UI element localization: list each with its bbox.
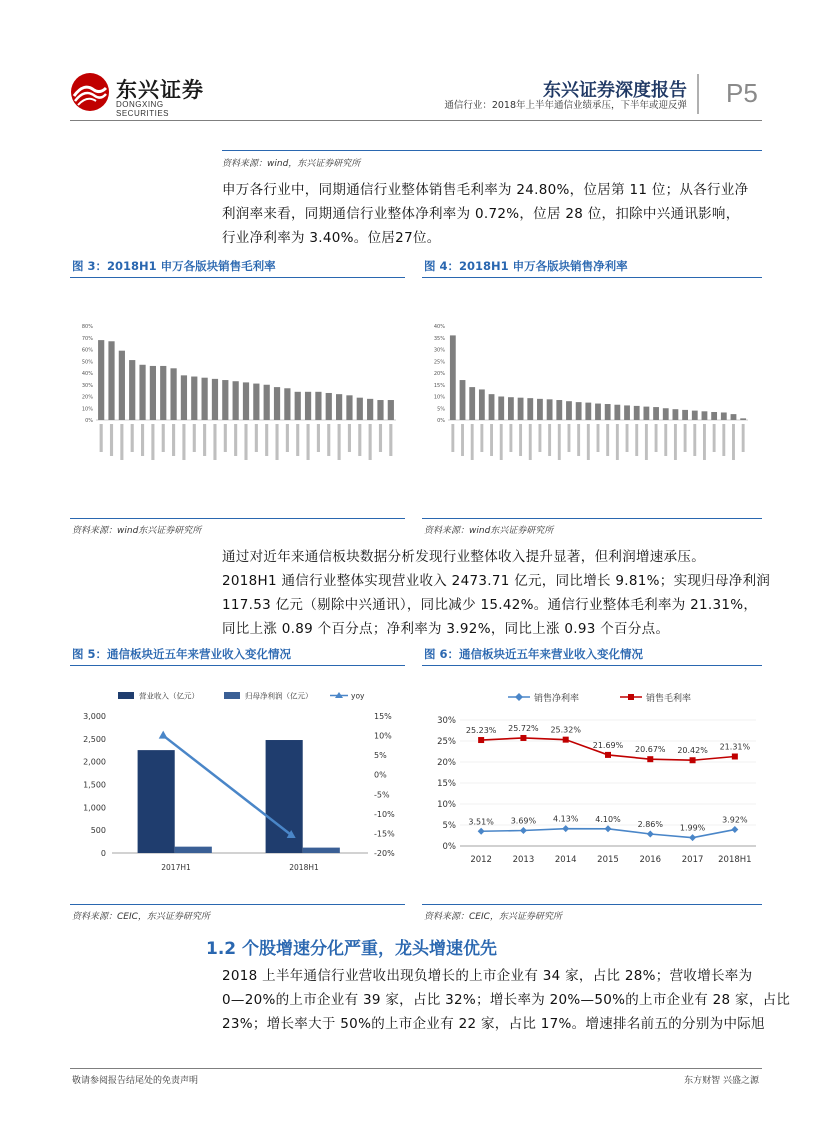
fig3-ytick-label: 10%: [81, 406, 93, 413]
fig4-bar: [595, 404, 601, 420]
fig3-bar: [233, 381, 239, 420]
fig5-ytick-right: 5%: [374, 751, 387, 761]
fig3-bar: [243, 382, 249, 420]
fig3-bar: [346, 395, 352, 420]
fig6-data-label: 20.67%: [635, 745, 666, 755]
fig5-legend-swatch: [224, 692, 240, 699]
fig3-bar: [191, 377, 197, 420]
fig4-category-label-mark: [568, 424, 571, 452]
fig4-source-rule: [422, 518, 762, 519]
paragraph-2-line: 通过对近年来通信板块数据分析发现行业整体收入提升显著，但利润增速承压。: [222, 549, 705, 565]
fig5-ytick-right: -15%: [374, 829, 395, 839]
fig6-category-label: 2018H1: [718, 855, 752, 865]
fig4-bar: [518, 398, 524, 420]
fig3-ytick-label: 30%: [81, 382, 93, 389]
fig6-data-label: 2.86%: [637, 819, 663, 829]
fig4-category-label-mark: [722, 424, 725, 456]
fig6-net-margin-point: [605, 825, 612, 832]
fig5-category-label: 2017H1: [161, 863, 191, 872]
fig6-legend-label: 销售毛利率: [646, 694, 692, 704]
fig3-bar: [295, 392, 301, 420]
fig5-chart: [72, 682, 407, 882]
fig4-category-label-mark: [713, 424, 716, 452]
fig3-category-label-mark: [275, 424, 278, 460]
fig4-category-label-mark: [509, 424, 512, 452]
fig5-ytick-right: -10%: [374, 809, 395, 819]
fig4-bar: [643, 407, 649, 420]
fig3-bar: [264, 385, 270, 420]
fig6-ytick-label: 30%: [437, 716, 456, 726]
fig4-category-label-mark: [635, 424, 638, 456]
fig4-bar: [566, 401, 572, 420]
paragraph-2-line: 同比上涨 0.89 个百分点；净利率为 3.92%，同比上涨 0.93 个百分点。: [222, 621, 670, 637]
fig3-bar: [357, 398, 363, 420]
fig3-category-label-mark: [182, 424, 185, 460]
fig6-data-label: 21.31%: [719, 742, 751, 752]
footer-disclaimer: 敬请参阅报告结尾处的免责声明: [72, 1076, 199, 1086]
fig6-category-label: 2012: [470, 855, 492, 865]
fig5-ytick-left: 500: [90, 826, 106, 836]
fig3-bar: [253, 384, 259, 420]
fig3-category-label-mark: [141, 424, 144, 456]
logo-name-en: DONGXING SECURITIES: [116, 100, 170, 118]
fig4-category-label-mark: [490, 424, 493, 456]
fig4-category-label-mark: [684, 424, 687, 452]
fig6-data-label: 3.92%: [722, 815, 748, 825]
fig6-ytick-label: 20%: [437, 758, 456, 768]
fig4-bar: [469, 387, 475, 420]
fig4-category-label-mark: [693, 424, 696, 456]
fig3-ytick-label: 40%: [81, 371, 93, 377]
paragraph-3-line: 23%；增长率大于 50%的上市企业有 22 家，占比 17%。增速排名前五的分别为中际旭: [222, 1016, 765, 1032]
fig4-category-label-mark: [500, 424, 503, 460]
fig4-bar: [460, 380, 466, 420]
footer-slogan: 东方财智 兴盛之源: [684, 1076, 759, 1086]
fig3-bar: [212, 379, 218, 420]
fig4-category-label-mark: [529, 424, 532, 460]
fig4-category-label-mark: [548, 424, 551, 456]
fig3-bar: [315, 392, 321, 420]
fig5-revenue-bar: [138, 750, 175, 853]
fig3-ytick-label: 80%: [81, 324, 93, 330]
fig3-title-rule: [70, 277, 405, 278]
fig3-bar: [274, 387, 280, 420]
fig4-bar: [673, 409, 679, 420]
fig4-category-label-mark: [558, 424, 561, 460]
fig4-category-label-mark: [606, 424, 609, 456]
fig5-legend-label: 营业收入（亿元）: [139, 691, 199, 701]
fig4-bar: [508, 397, 514, 420]
fig3-ytick-label: 20%: [81, 394, 93, 401]
fig5-yoy-point: [159, 731, 168, 739]
fig4-bar: [682, 410, 688, 420]
fig3-category-label-mark: [203, 424, 206, 456]
fig4-ytick-label: 0%: [437, 418, 445, 424]
fig5-ytick-right: 10%: [374, 731, 392, 741]
fig6-source-rule: [422, 904, 762, 905]
fig3-ytick-label: 70%: [81, 335, 93, 342]
fig3-bar: [150, 366, 156, 420]
fig6-data-label: 4.13%: [553, 814, 579, 824]
fig4-category-label-mark: [461, 424, 464, 456]
fig4-category-label-mark: [577, 424, 580, 456]
fig3-category-label-mark: [244, 424, 247, 460]
fig4-bar: [585, 403, 591, 420]
top-source: 资料来源：wind，东兴证券研究所: [222, 159, 361, 169]
fig4-ytick-label: 35%: [433, 335, 445, 342]
fig3-bar: [305, 392, 311, 420]
paragraph-2: [222, 545, 770, 641]
fig3-category-label-mark: [100, 424, 103, 452]
fig6-title: 图 6：通信板块近五年来营业收入变化情况: [424, 647, 644, 661]
fig3-category-label-mark: [307, 424, 310, 460]
fig3-category-label-mark: [255, 424, 258, 452]
fig5-ytick-left: 1,500: [83, 780, 106, 790]
paragraph-2-line: 2018H1 通信行业整体实现营业收入 2473.71 亿元，同比增长 9.81%；实现归母净利润: [222, 573, 771, 589]
fig6-net-margin-point: [647, 830, 654, 837]
fig4-category-label-mark: [674, 424, 677, 460]
fig6-net-margin-point: [520, 827, 527, 834]
fig6-data-label: 25.23%: [465, 726, 497, 736]
fig4-bar: [624, 405, 630, 420]
dongxing-logo-icon: [70, 72, 110, 112]
fig3-bar: [98, 340, 104, 420]
fig4-category-label-mark: [732, 424, 735, 460]
fig6-data-label: 4.10%: [595, 814, 621, 824]
fig6-data-label: 25.32%: [550, 725, 581, 735]
fig3-ytick-label: 50%: [81, 359, 93, 366]
fig5-category-label: 2018H1: [289, 863, 319, 872]
logo: [70, 72, 210, 118]
fig6-ytick-label: 10%: [437, 800, 456, 810]
fig3-bar: [222, 380, 228, 420]
fig4-ytick-label: 25%: [433, 359, 445, 366]
fig4-ytick-label: 40%: [433, 324, 445, 330]
fig3-category-label-mark: [296, 424, 299, 456]
fig4-bar: [489, 394, 495, 420]
fig4-category-label-mark: [519, 424, 522, 456]
fig4-bar: [663, 408, 669, 420]
top-source-rule: [222, 150, 762, 151]
fig4-category-label-mark: [597, 424, 600, 452]
fig4-bar: [711, 412, 717, 420]
fig6-net-margin-point: [731, 826, 738, 833]
fig6-gross-margin-point: [478, 737, 484, 743]
section-heading: 1.2 个股增速分化严重，龙头增速优先: [206, 939, 498, 959]
fig4-bar: [576, 402, 582, 420]
fig5-ytick-left: 2,000: [83, 757, 106, 767]
fig4-source: 资料来源：wind东兴证券研究所: [424, 526, 554, 536]
fig5-netprofit-bar: [303, 848, 340, 853]
fig4-bar: [547, 399, 553, 420]
fig4-bar: [614, 405, 620, 420]
fig4-bar: [527, 398, 533, 420]
fig3-category-label-mark: [172, 424, 175, 456]
fig4-category-label-mark: [742, 424, 745, 452]
fig4-bar: [498, 397, 504, 421]
fig4-bar: [702, 411, 708, 420]
footer-rule: [70, 1068, 762, 1069]
fig4-category-label-mark: [538, 424, 541, 452]
paragraph-3-line: 2018 上半年通信行业营收出现负增长的上市企业有 34 家，占比 28%；营收增长率为: [222, 968, 753, 984]
fig5-legend-label: 归母净利润（亿元）: [245, 691, 313, 701]
fig3-source-rule: [70, 518, 405, 519]
fig6-data-label: 1.99%: [679, 823, 706, 833]
fig6-data-label: 20.42%: [677, 746, 708, 756]
fig3-category-label-mark: [162, 424, 165, 452]
fig6-gross-margin-point: [520, 735, 526, 741]
fig3-bar: [336, 394, 342, 420]
fig6-ytick-label: 15%: [437, 779, 456, 789]
fig4-bar: [537, 399, 543, 420]
fig5-ytick-right: -5%: [374, 790, 390, 800]
paragraph-1: [222, 178, 748, 250]
logo-name-cn: 东兴证券: [116, 78, 204, 102]
fig6-gross-margin-point: [732, 753, 738, 759]
fig5-title: 图 5：通信板块近五年来营业收入变化情况: [72, 647, 292, 661]
fig4-bar: [731, 414, 737, 420]
paragraph-1-line: 利润率来看，同期通信行业整体净利率为 0.72%，位居 28 位，扣除中兴通讯影响，: [222, 206, 740, 222]
fig3-bar: [160, 366, 166, 420]
fig6-gross-margin-point: [605, 752, 611, 758]
fig5-revenue-bar: [266, 740, 303, 853]
fig4-bar: [653, 407, 659, 420]
fig3-bar: [326, 393, 332, 420]
fig6-ytick-label: 25%: [437, 737, 456, 747]
fig4-category-label-mark: [616, 424, 619, 460]
fig5-legend-label: yoy: [351, 691, 365, 701]
report-subtitle: 通信行业：2018年上半年通信业绩承压，下半年或迎反弹: [444, 100, 687, 111]
fig4-category-label-mark: [471, 424, 474, 460]
fig3-ytick-label: 60%: [81, 347, 93, 354]
fig4-bar: [556, 400, 562, 420]
fig3-title: 图 3：2018H1 申万各版块销售毛利率: [72, 259, 276, 273]
fig4-ytick-label: 10%: [433, 394, 445, 401]
fig5-ytick-left: 0: [100, 849, 106, 858]
fig4-bar: [479, 389, 485, 420]
fig4-ytick-label: 5%: [437, 406, 445, 413]
paragraph-3: [222, 964, 790, 1036]
fig5-ytick-left: 3,000: [83, 712, 106, 721]
fig3-category-label-mark: [193, 424, 196, 452]
fig6-category-label: 2017: [681, 855, 704, 865]
fig3-category-label-mark: [379, 424, 382, 452]
fig4-ytick-label: 15%: [433, 382, 445, 389]
fig6-ytick-label: 0%: [442, 842, 456, 852]
fig6-net-margin-point: [689, 834, 696, 841]
fig6-legend-label: 销售净利率: [534, 694, 580, 704]
fig4-category-label-mark: [703, 424, 706, 460]
fig5-ytick-right: -20%: [374, 849, 395, 858]
fig3-chart: [72, 320, 407, 470]
fig3-category-label-mark: [317, 424, 320, 452]
fig4-bar: [605, 404, 611, 420]
paragraph-1-line: 申万各行业中，同期通信行业整体销售毛利率为 24.80%，位居第 11 位；从各行业净: [222, 182, 749, 198]
fig3-category-label-mark: [131, 424, 134, 452]
fig3-bar: [388, 400, 394, 420]
fig3-bar: [170, 368, 176, 420]
fig3-category-label-mark: [327, 424, 330, 456]
fig3-category-label-mark: [224, 424, 227, 452]
fig4-category-label-mark: [655, 424, 658, 452]
fig3-category-label-mark: [369, 424, 372, 460]
fig3-bar: [367, 399, 373, 420]
fig3-category-label-mark: [338, 424, 341, 460]
fig6-category-label: 2016: [639, 855, 662, 865]
fig6-source: 资料来源：CEIC，东兴证券研究所: [424, 912, 562, 922]
fig6-category-label: 2013: [512, 855, 535, 865]
fig6-data-label: 3.51%: [468, 817, 494, 827]
fig3-category-label-mark: [286, 424, 289, 452]
fig3-bar: [202, 378, 208, 420]
fig5-legend-swatch: [118, 692, 134, 699]
fig4-bar: [634, 406, 640, 420]
paragraph-1-line: 行业净利率为 3.40%。位居27位。: [222, 230, 441, 246]
fig3-category-label-mark: [213, 424, 216, 460]
header-vertical-divider: [697, 74, 699, 114]
page-number: P5: [726, 78, 758, 108]
fig3-category-label-mark: [110, 424, 113, 456]
fig6-data-label: 25.72%: [508, 723, 539, 733]
fig6-data-label: 3.69%: [510, 816, 537, 826]
fig4-category-label-mark: [451, 424, 454, 452]
fig6-category-label: 2015: [597, 855, 619, 865]
fig6-category-label: 2014: [554, 855, 577, 865]
fig5-ytick-left: 1,000: [83, 803, 106, 813]
fig3-category-label-mark: [234, 424, 237, 456]
fig4-bar: [740, 418, 746, 420]
fig6-legend-marker: [628, 694, 634, 700]
fig4-category-label-mark: [480, 424, 483, 452]
fig3-bar: [119, 351, 125, 420]
fig5-title-rule: [70, 665, 405, 666]
fig4-title: 图 4：2018H1 申万各版块销售净利率: [424, 259, 628, 273]
fig6-net-margin-point: [478, 828, 485, 835]
fig4-chart: [424, 320, 764, 470]
fig4-bar: [692, 411, 698, 420]
fig5-source: 资料来源：CEIC，东兴证券研究所: [72, 912, 210, 922]
fig6-chart: [424, 682, 764, 882]
fig5-ytick-right: 0%: [374, 770, 387, 780]
fig5-ytick-right: 15%: [374, 712, 392, 721]
fig6-gross-margin-point: [690, 757, 696, 763]
fig3-category-label-mark: [358, 424, 361, 456]
header-rule: [70, 120, 762, 121]
fig6-title-rule: [422, 665, 762, 666]
report-title: 东兴证券深度报告: [543, 80, 687, 101]
fig5-source-rule: [70, 904, 405, 905]
fig6-gross-margin-point: [647, 756, 653, 762]
fig6-legend-marker: [515, 693, 523, 701]
fig3-bar: [181, 375, 187, 420]
fig4-category-label-mark: [645, 424, 648, 460]
fig3-bar: [129, 360, 135, 420]
fig4-ytick-label: 30%: [433, 347, 445, 354]
fig3-ytick-label: 0%: [85, 418, 93, 424]
fig6-gross-margin-point: [563, 737, 569, 743]
fig3-category-label-mark: [348, 424, 351, 452]
fig3-category-label-mark: [151, 424, 154, 460]
fig4-category-label-mark: [587, 424, 590, 460]
fig3-source: 资料来源：wind东兴证券研究所: [72, 526, 202, 536]
fig4-bar: [450, 335, 456, 420]
paragraph-2-line: 117.53 亿元（剔除中兴通讯），同比减少 15.42%。通信行业整体毛利率为 21.31%，: [222, 597, 758, 613]
fig3-bar: [284, 388, 290, 420]
fig4-title-rule: [422, 277, 762, 278]
fig4-category-label-mark: [664, 424, 667, 456]
paragraph-3-line: 0—20%的上市企业有 39 家，占比 32%；增长率为 20%—50%的上市企业有 28 家，占比: [222, 992, 791, 1008]
fig4-category-label-mark: [626, 424, 629, 452]
fig3-bar: [108, 341, 114, 420]
fig4-ytick-label: 20%: [433, 371, 445, 377]
fig5-netprofit-bar: [175, 847, 212, 853]
fig5-ytick-left: 2,500: [83, 734, 106, 744]
fig3-category-label-mark: [265, 424, 268, 456]
fig3-category-label-mark: [120, 424, 123, 460]
fig6-ytick-label: 5%: [442, 821, 456, 831]
fig3-bar: [377, 400, 383, 420]
fig6-data-label: 21.69%: [592, 740, 624, 750]
fig6-net-margin-point: [562, 825, 569, 832]
fig4-bar: [721, 412, 727, 420]
fig3-bar: [139, 365, 145, 420]
fig3-category-label-mark: [389, 424, 392, 456]
